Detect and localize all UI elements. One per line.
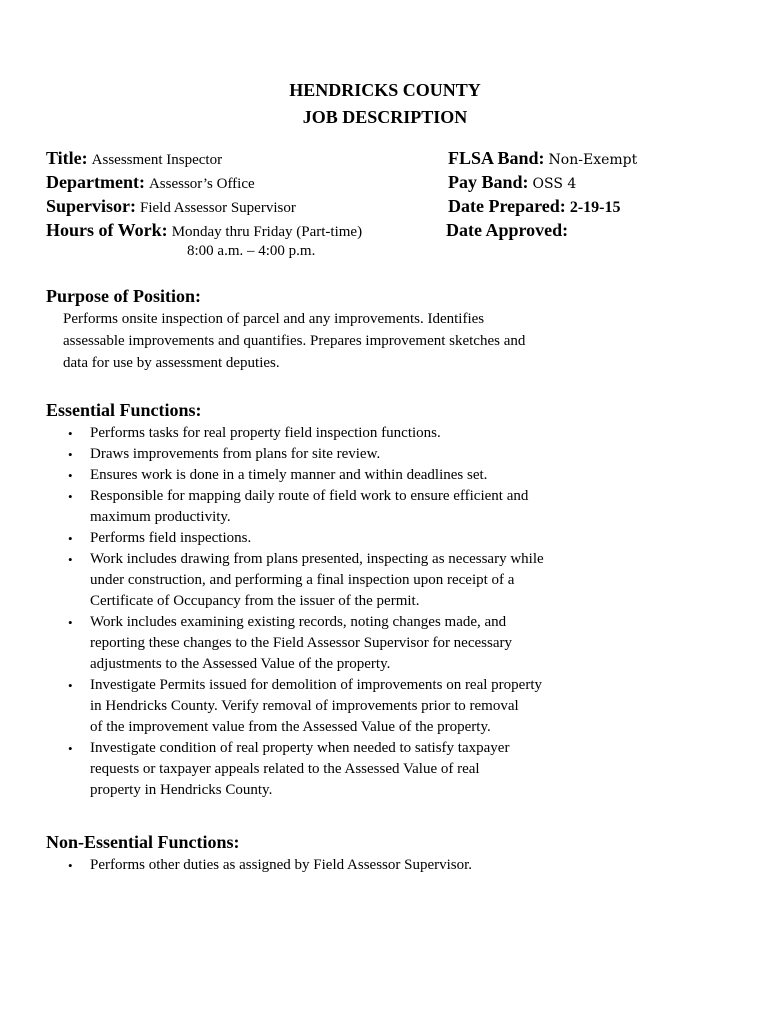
hours-field xyxy=(46,220,362,241)
essential-functions-heading: Essential Functions: xyxy=(46,400,202,420)
list-item xyxy=(68,675,544,738)
document-subtitle: JOB DESCRIPTION xyxy=(302,107,468,127)
list-item-line: Work includes examining existing records, noting changes made, and xyxy=(90,614,507,630)
list-item-line: adjustments to the Assessed Value of the property. xyxy=(90,656,391,672)
list-item-line: Ensures work is done in a timely manner and within deadlines set. xyxy=(90,467,488,483)
pay-band-label: Pay Band: xyxy=(448,172,529,192)
department-label: Department: xyxy=(46,172,145,192)
list-item xyxy=(68,465,544,486)
supervisor-value: Field Assessor Supervisor xyxy=(140,200,296,216)
supervisor-label: Supervisor: xyxy=(46,196,136,216)
purpose-paragraph xyxy=(63,308,525,374)
title-value: Assessment Inspector xyxy=(91,152,223,168)
bullet-icon: • xyxy=(68,615,73,630)
bullet-icon: • xyxy=(68,489,73,504)
purpose-line: data for use by assessment deputies. xyxy=(63,355,280,371)
non-essential-functions-list xyxy=(68,855,472,876)
date-approved-label: Date Approved: xyxy=(446,220,569,240)
list-item-line: Responsible for mapping daily route of field work to ensure efficient and xyxy=(90,488,529,504)
list-item xyxy=(68,855,472,876)
list-item-line: Certificate of Occupancy from the issuer of the permit. xyxy=(90,593,420,609)
date-approved-field xyxy=(446,220,568,241)
list-item-line: maximum productivity. xyxy=(90,509,231,525)
date-prepared-field xyxy=(448,196,620,217)
list-item-line: Investigate condition of real property when needed to satisfy taxpayer xyxy=(90,740,510,756)
department-field xyxy=(46,172,255,193)
list-item-line: in Hendricks County. Verify removal of improvements prior to removal xyxy=(90,698,519,714)
list-item xyxy=(68,612,544,675)
purpose-line: assessable improvements and quantifies. Prepares improvement sketches and xyxy=(63,333,526,349)
list-item-line: Draws improvements from plans for site review. xyxy=(90,446,381,462)
title-field xyxy=(46,148,222,169)
title-label: Title: xyxy=(46,148,88,168)
list-item xyxy=(68,423,544,444)
hours-time: 8:00 a.m. – 4:00 p.m. xyxy=(187,243,316,259)
list-item-line: Work includes drawing from plans presented, inspecting as necessary while xyxy=(90,551,544,567)
bullet-icon: • xyxy=(68,531,73,546)
list-item-line: of the improvement value from the Assessed Value of the property. xyxy=(90,719,491,735)
purpose-heading: Purpose of Position: xyxy=(46,286,201,306)
essential-functions-list xyxy=(68,423,544,801)
list-item xyxy=(68,444,544,465)
bullet-icon: • xyxy=(68,741,73,756)
flsa-label: FLSA Band: xyxy=(448,148,545,168)
list-item-line: Investigate Permits issued for demolition of improvements on real property xyxy=(90,677,542,693)
list-item-line: property in Hendricks County. xyxy=(90,782,273,798)
list-item-line: Performs other duties as assigned by Field Assessor Supervisor. xyxy=(90,857,473,873)
bullet-icon: • xyxy=(68,447,73,462)
department-value: Assessor’s Office xyxy=(148,176,255,192)
list-item-line: Performs field inspections. xyxy=(90,530,252,546)
bullet-icon: • xyxy=(68,468,73,483)
bullet-icon: • xyxy=(68,858,73,873)
list-item-line: Performs tasks for real property field inspection functions. xyxy=(90,425,441,441)
pay-band-field xyxy=(448,172,576,193)
flsa-value: Non-Exempt xyxy=(548,152,638,168)
date-prepared-value: 2-19-15 xyxy=(569,199,621,216)
flsa-field xyxy=(448,148,637,169)
hours-label: Hours of Work: xyxy=(46,220,168,240)
pay-band-value: OSS 4 xyxy=(532,176,577,192)
bullet-icon: • xyxy=(68,552,73,567)
list-item-line: requests or taxpayer appeals related to the Assessed Value of real xyxy=(90,761,480,777)
list-item xyxy=(68,738,544,801)
list-item xyxy=(68,528,544,549)
hours-value: Monday thru Friday (Part-time) xyxy=(171,224,363,240)
document-title: HENDRICKS COUNTY xyxy=(289,80,481,100)
list-item xyxy=(68,549,544,612)
list-item xyxy=(68,486,544,528)
purpose-line: Performs onsite inspection of parcel and any improvements. Identifies xyxy=(63,311,485,327)
bullet-icon: • xyxy=(68,426,73,441)
list-item-line: under construction, and performing a final inspection upon receipt of a xyxy=(90,572,515,588)
non-essential-functions-heading: Non-Essential Functions: xyxy=(46,832,240,852)
date-prepared-label: Date Prepared: xyxy=(448,196,566,216)
bullet-icon: • xyxy=(68,678,73,693)
list-item-line: reporting these changes to the Field Assessor Supervisor for necessary xyxy=(90,635,512,651)
supervisor-field xyxy=(46,196,296,217)
